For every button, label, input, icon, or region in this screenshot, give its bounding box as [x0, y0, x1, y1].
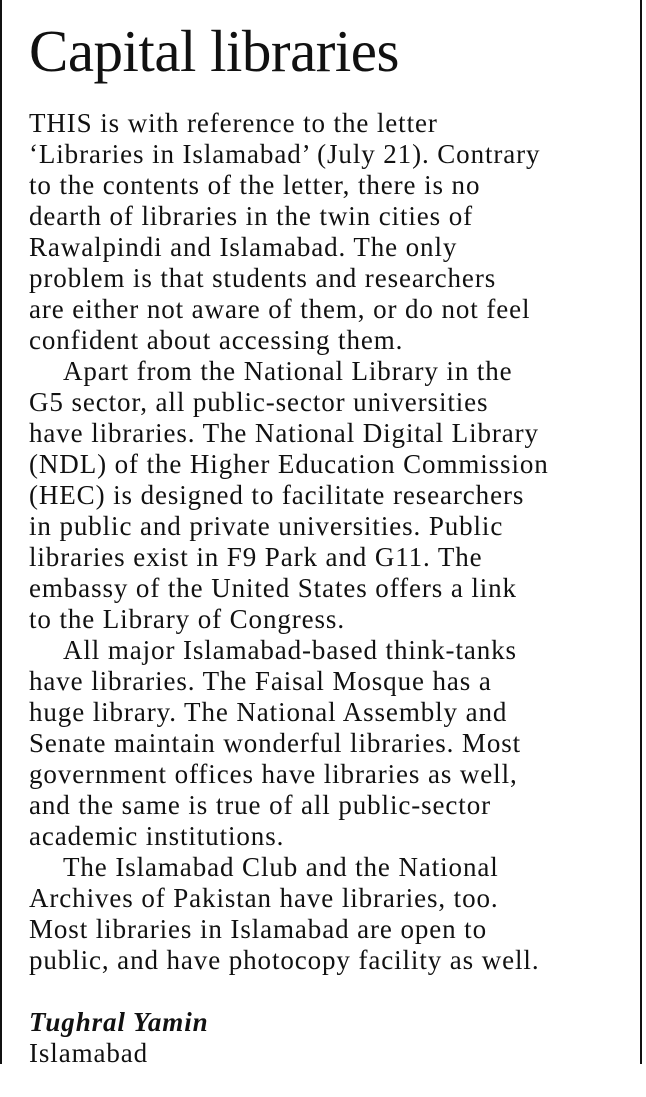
paragraph-line: academic institutions.: [29, 821, 285, 851]
paragraph-line: G5 sector, all public-sector universities: [29, 387, 489, 417]
paragraph-line: to the Library of Congress.: [29, 604, 345, 634]
paragraph-line: libraries exist in F9 Park and G11. The: [29, 542, 483, 572]
paragraph-line: in public and private universities. Public: [29, 511, 504, 541]
paragraph-line: public, and have photocopy facility as well.: [29, 945, 540, 975]
paragraph-line: Rawalpindi and Islamabad. The only: [29, 232, 458, 262]
paragraph-line: Archives of Pakistan have libraries, too.: [29, 883, 499, 913]
paragraph-line: and the same is true of all public-sector: [29, 790, 492, 820]
letter-article: [29, 16, 629, 1069]
paragraph-3: [29, 635, 629, 852]
paragraph-line: ‘Libraries in Islamabad’ (July 21). Contrary: [29, 139, 541, 169]
paragraph-line: dearth of libraries in the twin cities of: [29, 201, 474, 231]
paragraph-line: confident about accessing them.: [29, 325, 404, 355]
paragraph-line: to the contents of the letter, there is no: [29, 170, 481, 200]
paragraph-line: have libraries. The National Digital Library: [29, 418, 539, 448]
signature-block: [29, 1007, 629, 1069]
headline: Capital libraries: [29, 18, 399, 84]
paragraph-line: Senate maintain wonderful libraries. Most: [29, 728, 522, 758]
paragraph-line: (NDL) of the Higher Education Commission: [29, 449, 549, 479]
author-name: Tughral Yamin: [29, 1007, 209, 1037]
paragraph-2: [29, 356, 629, 635]
paragraph-4: [29, 852, 629, 976]
author-city: Islamabad: [29, 1038, 149, 1068]
paragraph-line: All major Islamabad-based think-tanks: [63, 635, 517, 665]
paragraph-line: government offices have libraries as well,: [29, 759, 518, 789]
paragraph-line: The Islamabad Club and the National: [63, 852, 499, 882]
left-column-rule: [0, 0, 2, 1064]
right-column-rule: [640, 0, 642, 1064]
paragraph-1: [29, 108, 629, 356]
paragraph-line: THIS is with reference to the letter: [29, 108, 438, 138]
paragraph-line: huge library. The National Assembly and: [29, 697, 508, 727]
paragraph-line: have libraries. The Faisal Mosque has a: [29, 666, 492, 696]
paragraph-line: problem is that students and researchers: [29, 263, 497, 293]
paragraph-line: embassy of the United States offers a link: [29, 573, 517, 603]
paragraph-line: are either not aware of them, or do not feel: [29, 294, 531, 324]
paragraph-line: Apart from the National Library in the: [63, 356, 513, 386]
paragraph-line: Most libraries in Islamabad are open to: [29, 914, 487, 944]
paragraph-line: (HEC) is designed to facilitate researchers: [29, 480, 525, 510]
